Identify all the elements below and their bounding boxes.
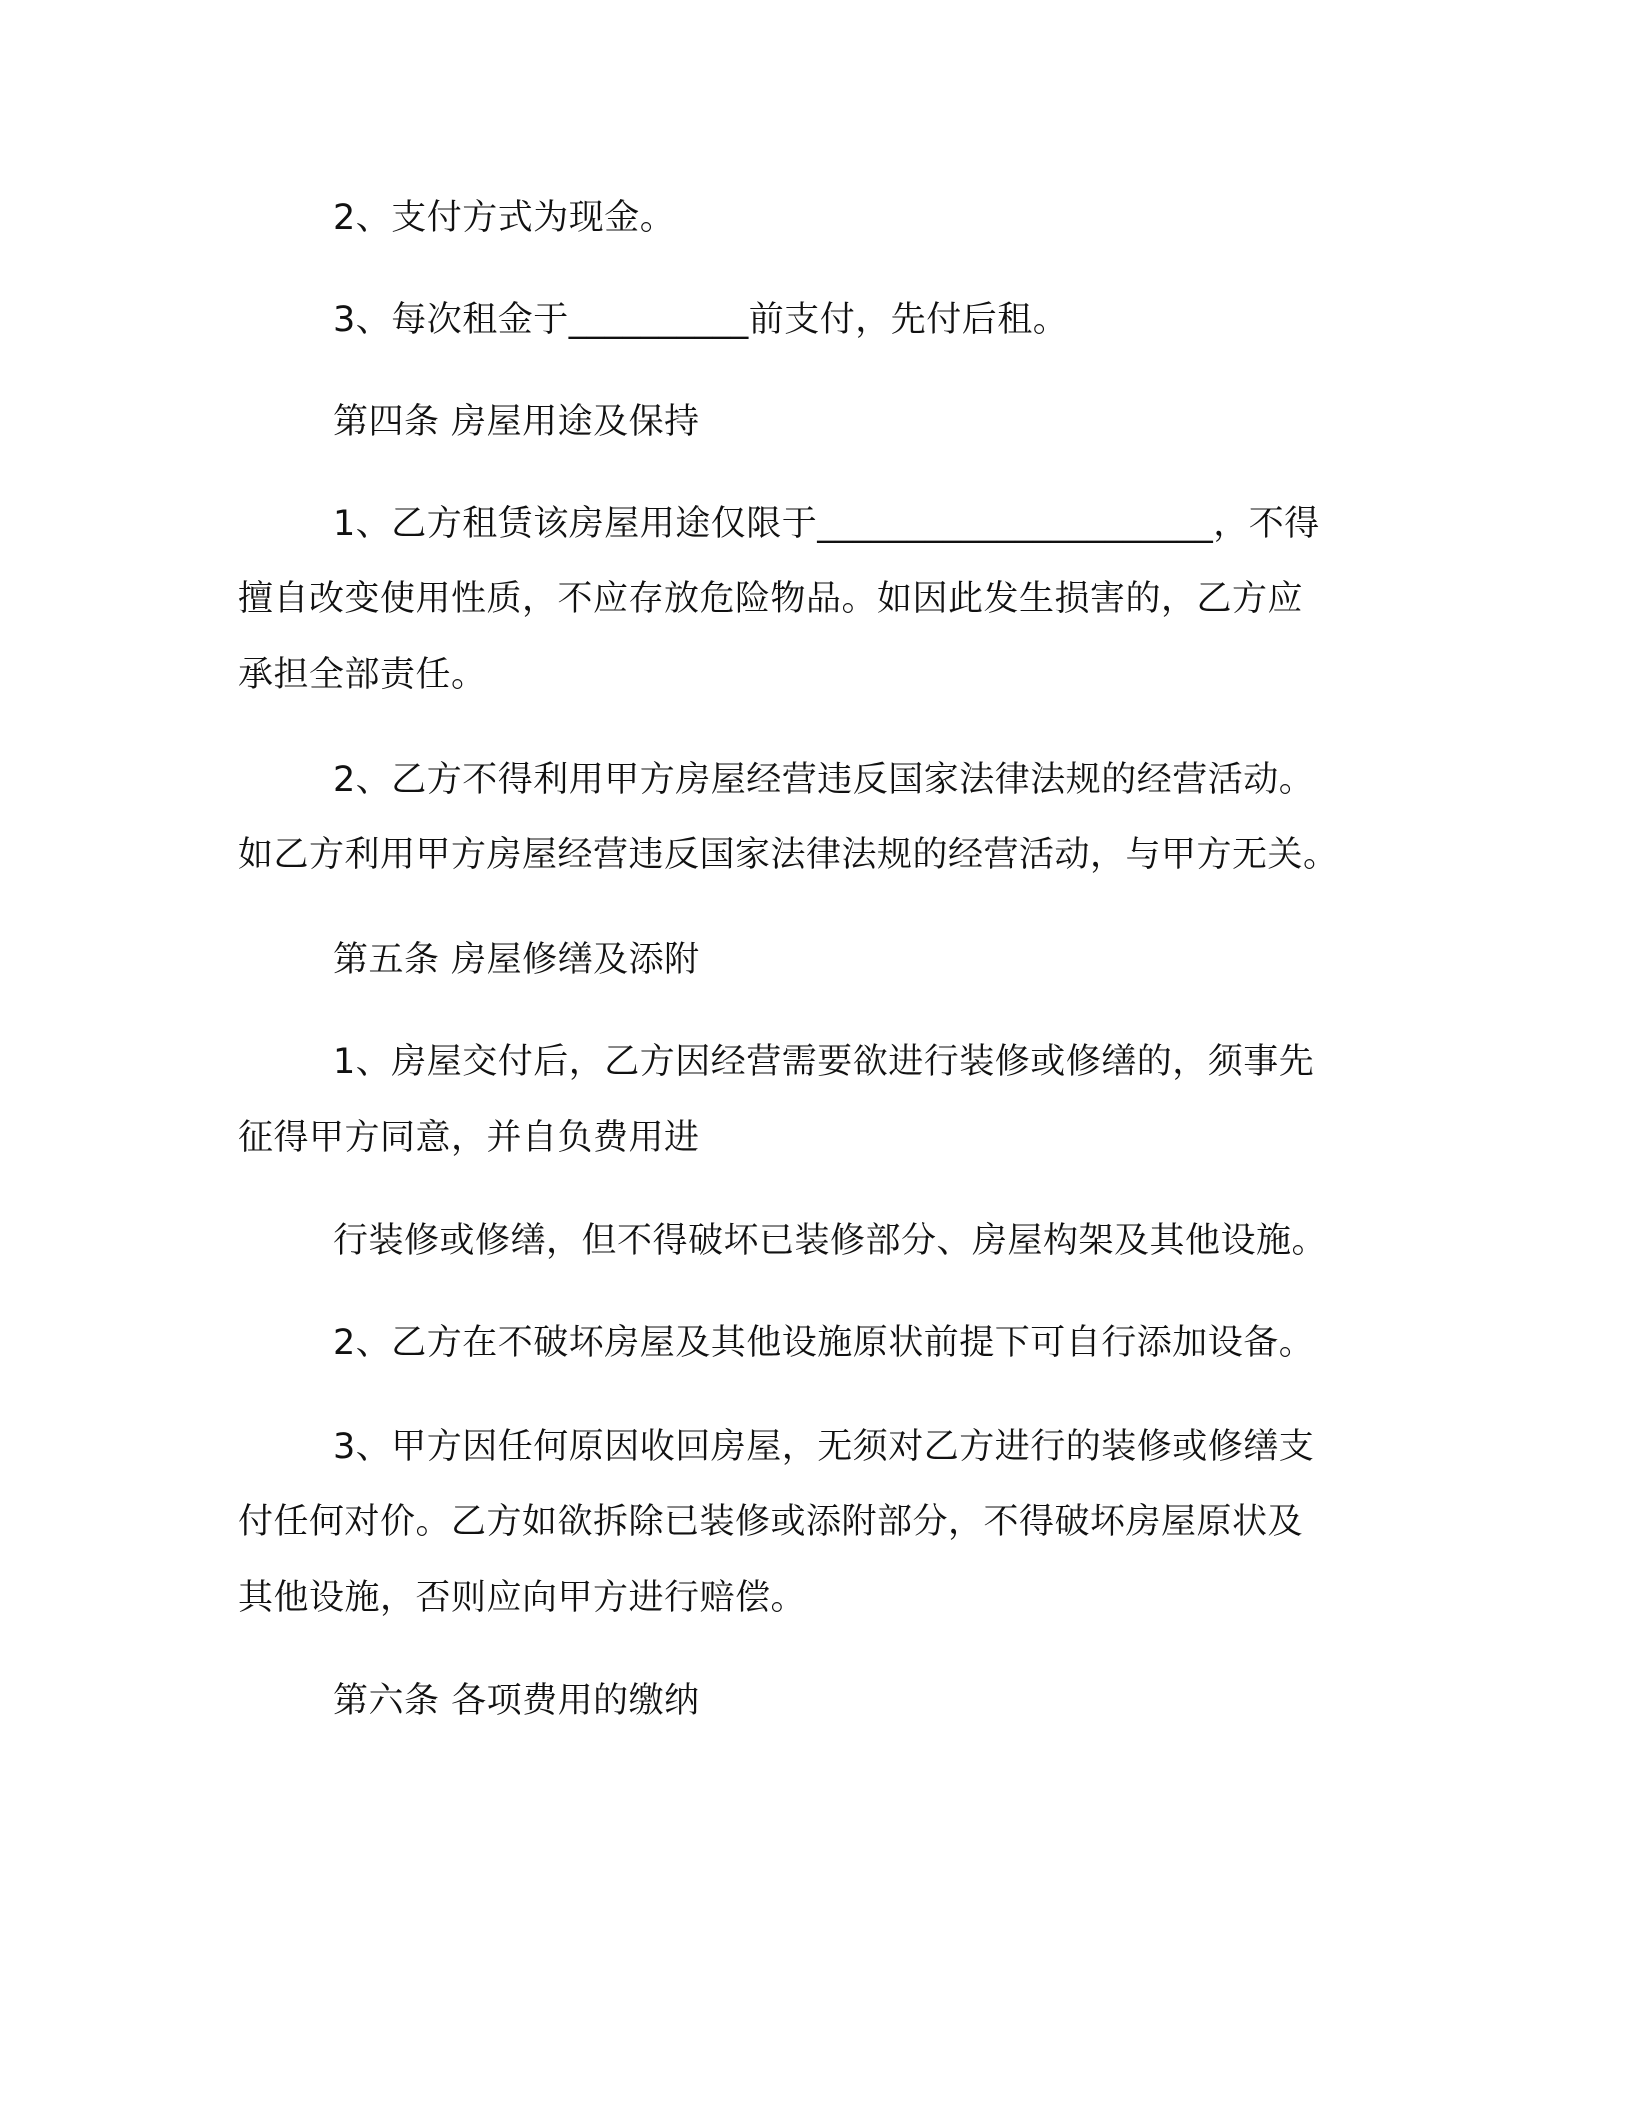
article-5-item-2: 2、乙方在不破坏房屋及其他设施原状前提下可自行添加设备。 bbox=[333, 1323, 1315, 1363]
article-5-item-3-line-2: 付任何对价。乙方如欲拆除已装修或添附部分，不得破坏房屋原状及 bbox=[238, 1502, 1304, 1542]
article-5-item-3-line-3: 其他设施，否则应向甲方进行赔偿。 bbox=[238, 1578, 807, 1618]
clause-3-item-2: 2、支付方式为现金。 bbox=[333, 198, 676, 238]
article-5-heading: 第五条 房屋修缮及添附 bbox=[333, 940, 700, 980]
article-5-item-1-line-2: 征得甲方同意，并自负费用进 bbox=[238, 1118, 700, 1158]
article-5-item-1-line-1: 1、房屋交付后，乙方因经营需要欲进行装修或修缮的，须事先 bbox=[333, 1042, 1315, 1082]
article-4-item-1-line-1: 1、乙方租赁该房屋用途仅限于______________________，不得 bbox=[333, 504, 1320, 544]
article-4-item-1-line-3: 承担全部责任。 bbox=[238, 655, 487, 695]
article-4-item-2-line-1: 2、乙方不得利用甲方房屋经营违反国家法律法规的经营活动。 bbox=[333, 760, 1315, 800]
article-4-item-1-line-2: 擅自改变使用性质，不应存放危险物品。如因此发生损害的，乙方应 bbox=[238, 579, 1304, 619]
article-6-heading: 第六条 各项费用的缴纳 bbox=[333, 1681, 700, 1721]
article-4-item-2-line-2: 如乙方利用甲方房屋经营违反国家法律法规的经营活动，与甲方无关。 bbox=[238, 835, 1339, 875]
clause-3-item-3: 3、每次租金于__________前支付，先付后租。 bbox=[333, 300, 1069, 340]
article-4-heading: 第四条 房屋用途及保持 bbox=[333, 402, 700, 442]
article-5-item-1-line-3: 行装修或修缮，但不得破坏已装修部分、房屋构架及其他设施。 bbox=[333, 1221, 1328, 1261]
article-5-item-3-line-1: 3、甲方因任何原因收回房屋，无须对乙方进行的装修或修缮支 bbox=[333, 1427, 1315, 1467]
